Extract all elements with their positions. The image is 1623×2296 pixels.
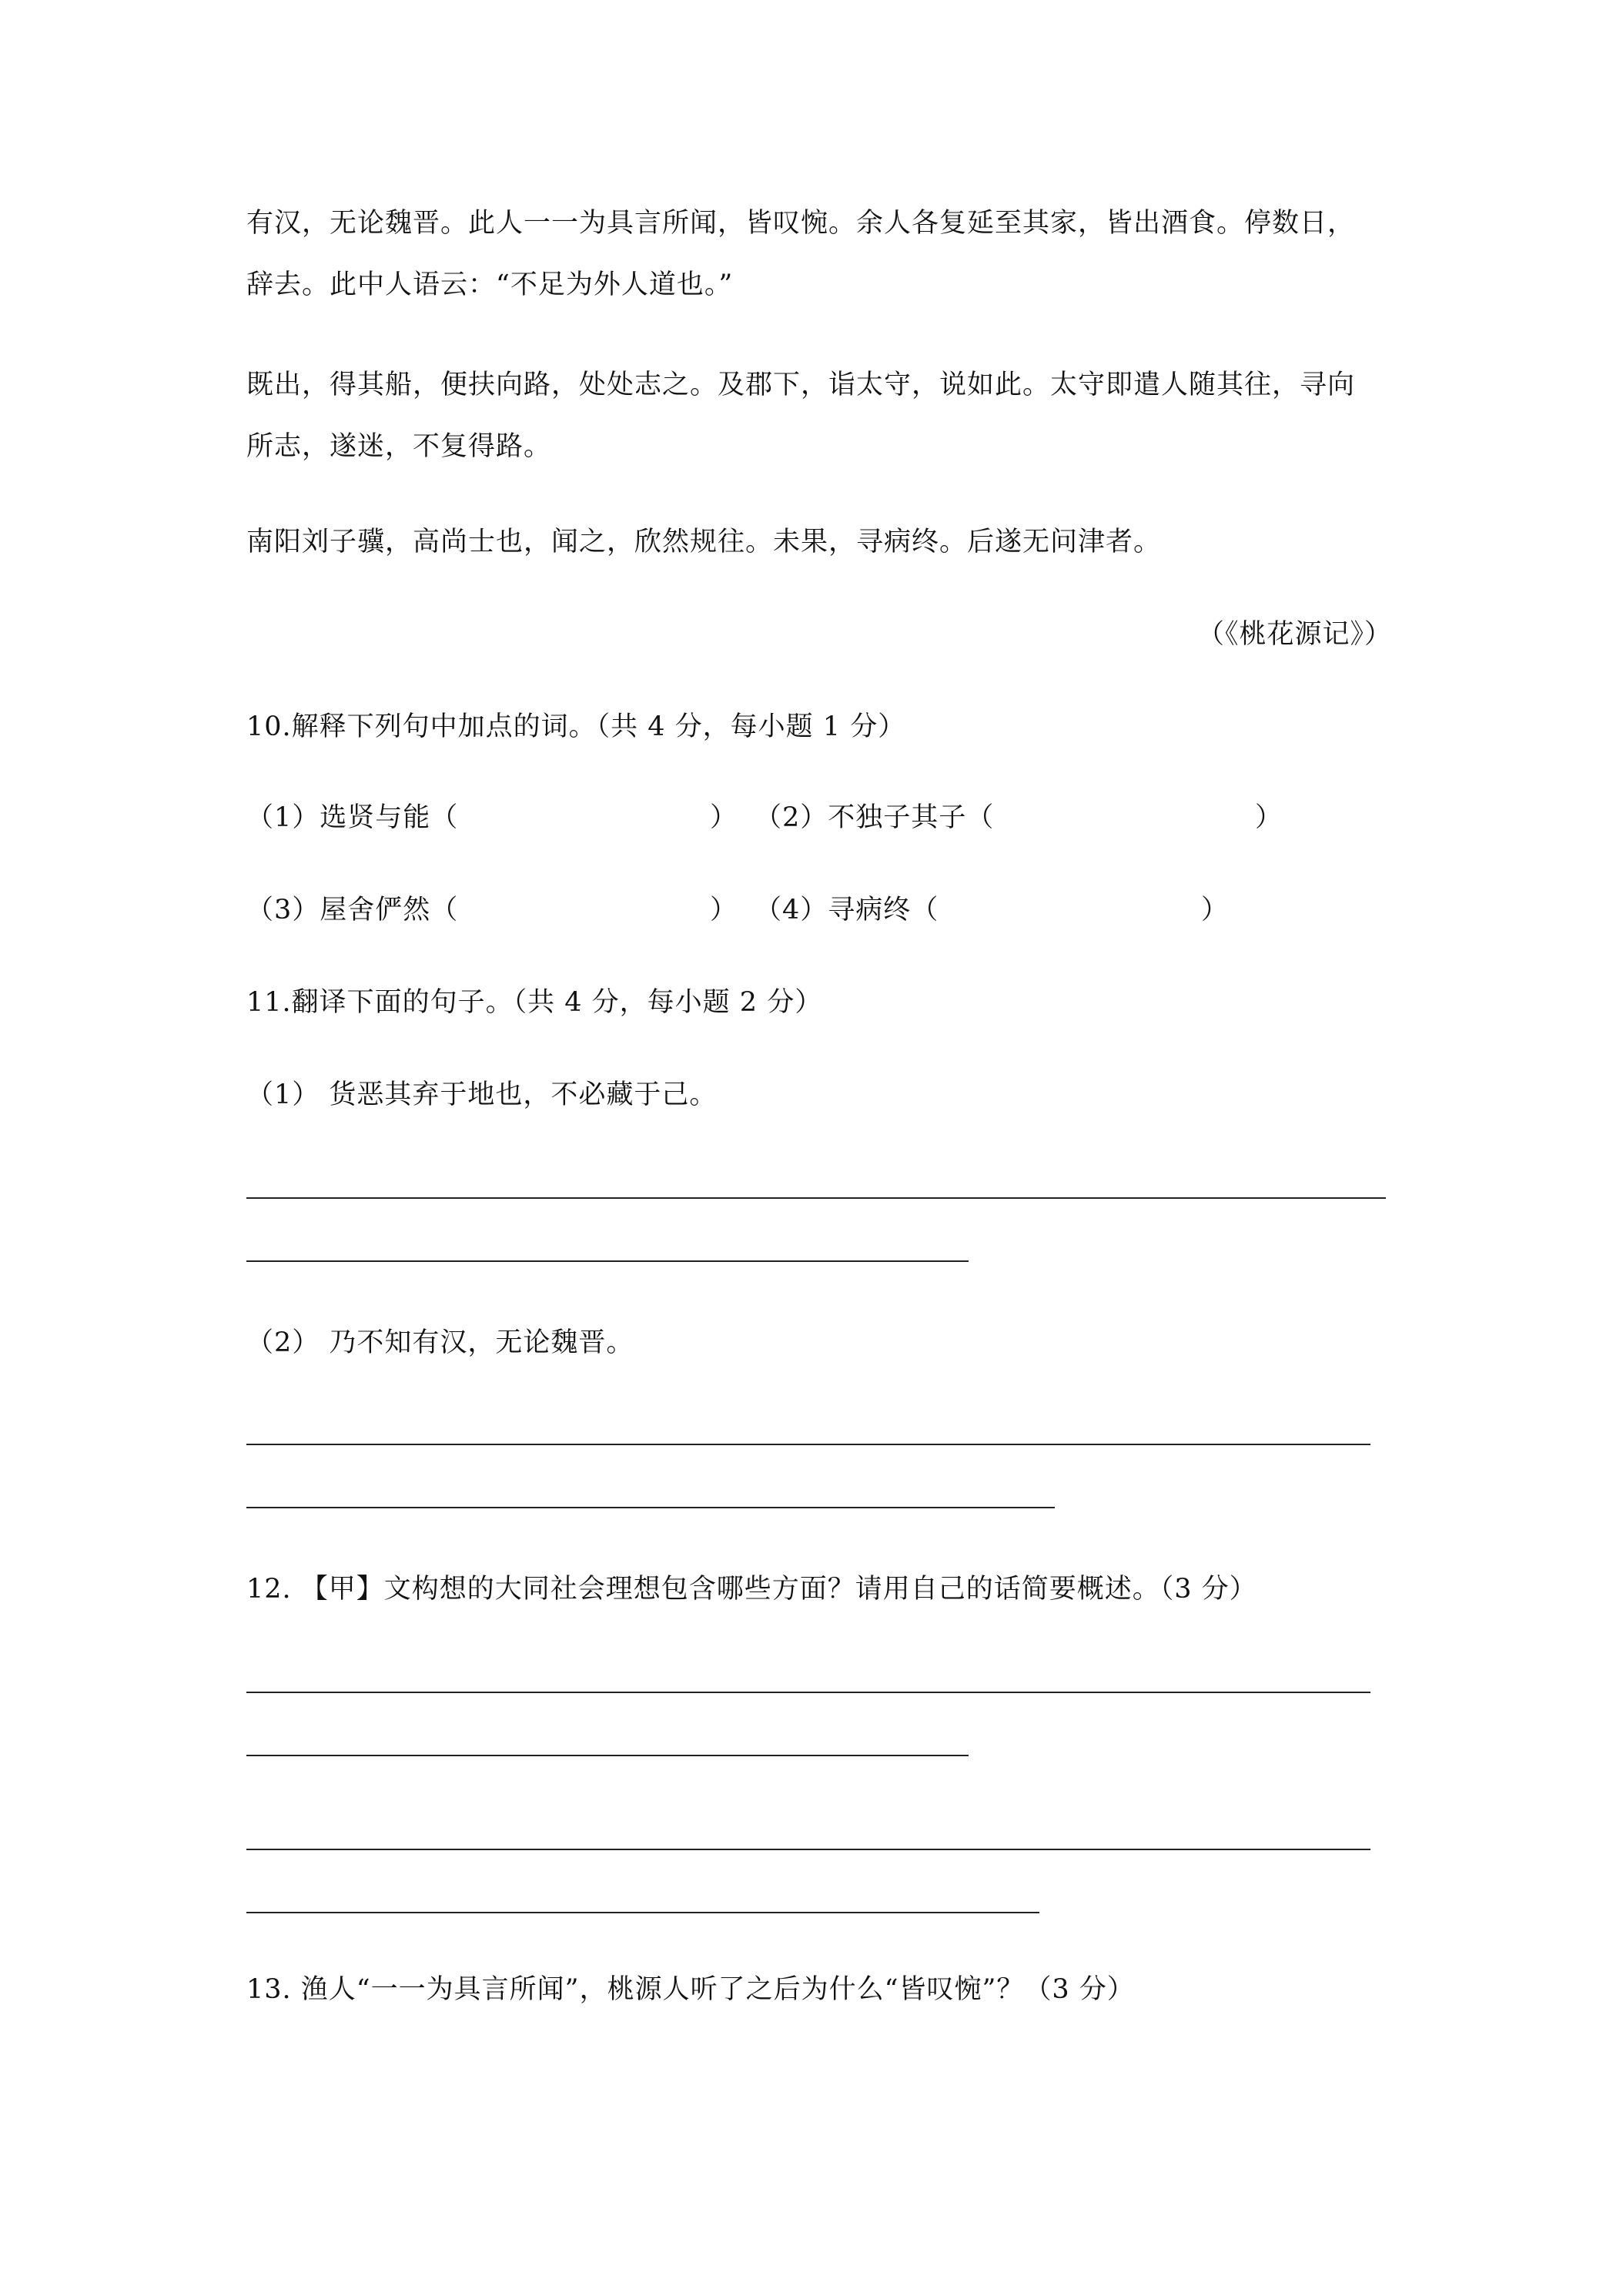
passage-paragraph-2-line-1: 既出，得其船，便扶向路，处处志之。及郡下，诣太守，说如此。太守即遣人随其往，寻向 [246, 370, 1356, 400]
passage-source: （《桃花源记》） [1196, 619, 1392, 650]
question-13-stem: 13. 渔人“一一为具言所闻”，桃源人听了之后为什么“皆叹惋”？（3 分） [246, 1974, 1135, 2005]
answer-line [246, 1444, 1370, 1445]
answer-line [246, 1260, 969, 1262]
question-10-item-1-close: ） [710, 802, 738, 833]
question-11-stem: 11.翻译下面的句子。（共 4 分，每小题 2 分） [246, 987, 823, 1018]
question-11-item-2: （2） 乃不知有汉，无论魏晋。 [246, 1327, 634, 1358]
answer-line [246, 1755, 969, 1756]
question-11-item-1: （1） 货恶其弃于地也，不必藏于己。 [246, 1079, 718, 1110]
answer-line [246, 1849, 1370, 1850]
question-10-item-4: （4）寻病终（ [755, 895, 939, 925]
question-12-stem: 12. 【甲】文构想的大同社会理想包含哪些方面？请用自己的话简要概述。（3 分） [246, 1574, 1257, 1605]
passage-paragraph-1-line-1: 有汉，无论魏晋。此人一一为具言所闻，皆叹惋。余人各复延至其家，皆出酒食。停数日， [246, 208, 1356, 239]
question-10-item-2-close: ） [1255, 802, 1283, 833]
answer-line [246, 1912, 1039, 1913]
passage-paragraph-1-line-2: 辞去。此中人语云：“不足为外人道也。” [246, 269, 734, 300]
answer-line [246, 1692, 1370, 1693]
passage-paragraph-2-line-2: 所志，遂迷，不复得路。 [246, 431, 552, 462]
question-10-item-2: （2）不独子其子（ [755, 802, 995, 833]
question-10-item-4-close: ） [1201, 895, 1229, 925]
question-10-item-3: （3）屋舍俨然（ [246, 895, 459, 925]
passage-paragraph-3-line-1: 南阳刘子骥，高尚士也，闻之，欣然规往。未果，寻病终。后遂无问津者。 [246, 527, 1162, 557]
question-10-stem: 10.解释下列句中加点的词。（共 4 分，每小题 1 分） [246, 711, 906, 742]
answer-line [246, 1197, 1386, 1199]
question-10-item-3-close: ） [710, 895, 738, 925]
answer-line [246, 1507, 1055, 1508]
question-10-item-1: （1）选贤与能（ [246, 802, 459, 833]
